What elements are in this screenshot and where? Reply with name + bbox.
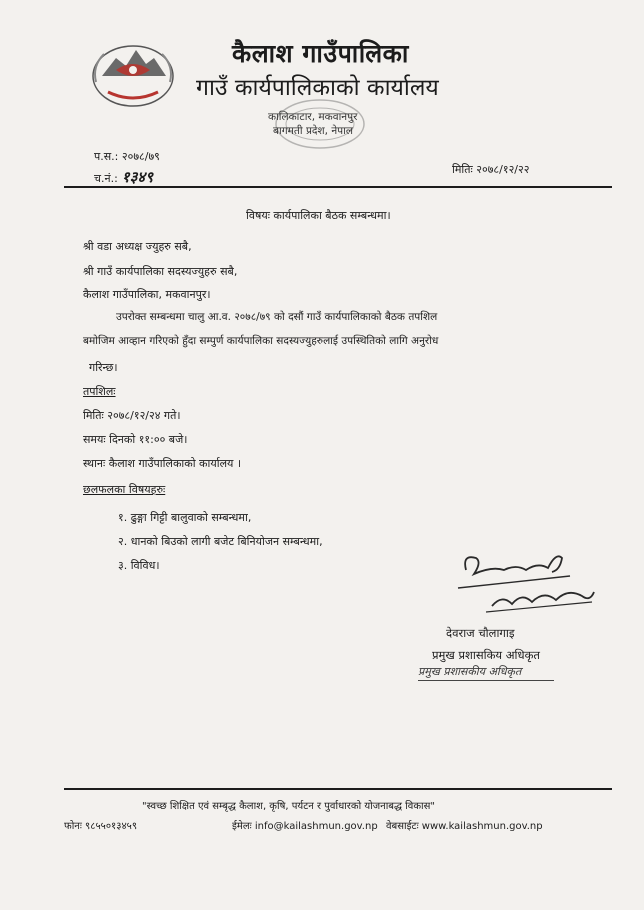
- body-line: बमोजिम आव्हान गरिएको हुँदा सम्पुर्ण कार्यपालिका सदस्यज्युहरुलाई उपस्थितिको लागि अनुरोध: [83, 335, 439, 347]
- signatory-stamp: प्रमुख प्रशासकीय अधिकृत: [418, 665, 522, 678]
- body-line: गरिन्छ।: [89, 361, 118, 374]
- office-name: कैलाश गाउँपालिका: [232, 39, 409, 68]
- footer-phone: फोनः ९८५५०१३४५९: [64, 821, 138, 832]
- addressee-line: श्री गाउँ कार्यपालिका सदस्यज्युहरु सबै,: [83, 265, 238, 278]
- schedule-item: स्थानः कैलाश गाउँपालिकाको कार्यालय ।: [83, 457, 242, 470]
- body-line: उपरोक्त सम्बन्धमा चालु आ.व. २०७८/७९ को दसौं गाउँ कार्यपालिकाको बैठक तपशिल: [116, 311, 438, 323]
- office-subtitle: गाउँ कार्यपालिकाको कार्यालय: [196, 75, 439, 101]
- agenda-item: १. ढुङ्गा गिट्टी बालुवाको सम्बन्धमा,: [118, 511, 252, 524]
- cn-label: च.नं.:: [94, 172, 118, 185]
- handwritten-signature: [452, 540, 602, 620]
- cn-number: १३४९: [121, 168, 153, 186]
- address-line-1: कालिकाटार, मकवानपुर: [268, 111, 358, 123]
- schedule-heading: तपशिलः: [83, 385, 116, 398]
- addressee-line: कैलाश गाउँपालिका, मकवानपुर।: [83, 288, 211, 301]
- signatory-title: प्रमुख प्रशासकिय अधिकृत: [432, 648, 540, 662]
- letter-date: मितिः २०७८/१२/२२: [452, 163, 530, 176]
- stamp-underline: [418, 680, 554, 681]
- nepal-government-emblem: [88, 36, 178, 110]
- letter-subject: विषयः कार्यपालिका बैठक सम्बन्धमा।: [246, 209, 391, 222]
- signatory-name: देवराज चौलागाइ: [446, 626, 515, 640]
- reference-cn: [94, 167, 153, 187]
- schedule-item: मितिः २०७८/१२/२४ गते।: [83, 409, 181, 422]
- footer-divider: [64, 788, 612, 790]
- agenda-heading: छलफलका विषयहरुः: [83, 483, 166, 496]
- footer-website: वेबसाईटः www.kailashmun.gov.np: [386, 821, 543, 832]
- address-line-2: बागमती प्रदेश, नेपाल: [273, 125, 353, 137]
- footer-motto: "स्वच्छ शिक्षित एवं सम्बृद्ध कैलाश, कृषि, पर्यटन र पुर्वाधारको योजनाबद्ध विकास": [142, 801, 435, 812]
- agenda-item: २. धानको बिउको लागी बजेट बिनियोजन सम्बन्धमा,: [118, 535, 323, 548]
- footer-email: ईमेलः info@kailashmun.gov.np: [232, 821, 378, 832]
- schedule-item: समयः दिनको ११:०० बजे।: [83, 433, 188, 446]
- reference-ps: प.स.: २०७८/७९: [94, 150, 160, 163]
- header-divider: [64, 186, 612, 188]
- addressee-line: श्री वडा अध्यक्ष ज्युहरु सबै,: [83, 240, 192, 253]
- agenda-item: ३. विविध।: [118, 559, 160, 572]
